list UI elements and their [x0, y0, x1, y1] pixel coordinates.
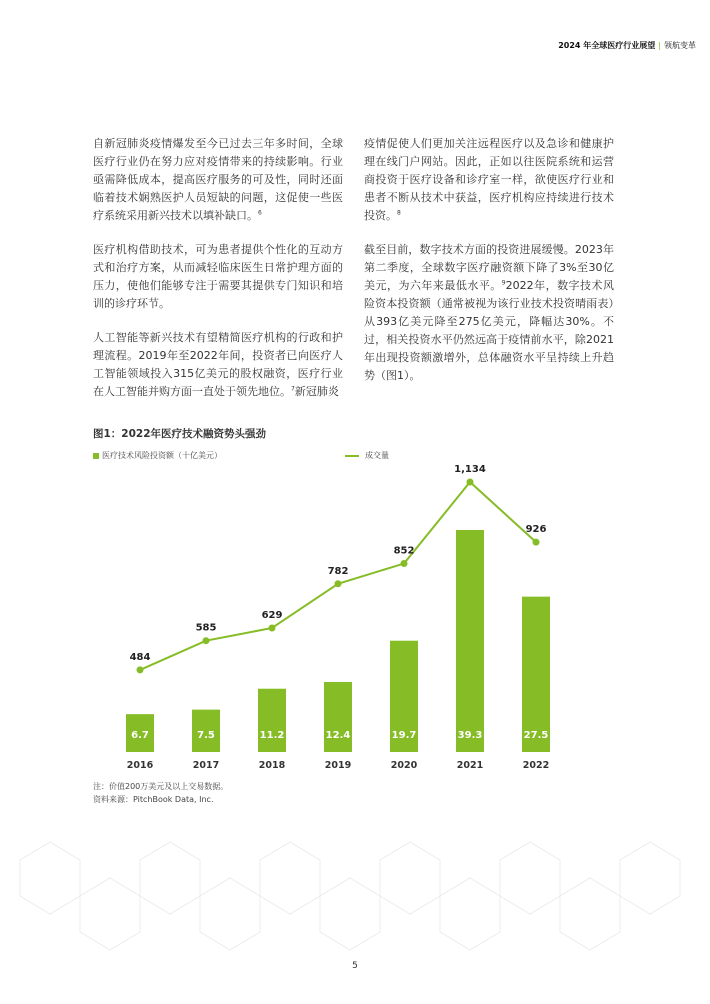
line-value-label: 1,134	[454, 464, 486, 475]
bar-value-label: 7.5	[197, 730, 215, 741]
header-separator: |	[658, 41, 661, 50]
header-title: 2024 年全球医疗行业展望	[558, 41, 656, 50]
paragraph: 医疗机构借助技术，可为患者提供个性化的互动方式和治疗方案，从而减轻临床医生日常护理方面的压力，使他们能够专注于需要其提供专门知识和培训的诊疗环节。	[93, 243, 343, 310]
line-point	[401, 560, 408, 567]
line-value-label: 484	[129, 651, 151, 663]
legend-bar-entry: 医疗技术风险投资额（十亿美元）	[93, 450, 222, 461]
line-point	[203, 637, 210, 644]
x-tick-label: 2021	[456, 760, 484, 771]
chart-title: 图1：2022年医疗技术融资势头强劲	[93, 428, 267, 440]
paragraph: 截至目前，数字技术方面的投资进展缓慢。2023年第二季度，全球数字医疗融资额下降了3%至30亿美元，为六年来最低水平。$^9$2022年，数字技术风险资本投资额（通常被视为该行业技术投资晴雨表）从393亿美元降至275亿美元，降幅达30%。不过，相关投资水平仍然远高于疫情前水平，除2021年出现投资额激增外，总体融资水平呈持续上升趋势（图1）。	[364, 243, 614, 382]
bar-2018	[258, 689, 286, 752]
page-number: 5	[352, 961, 358, 971]
chart-notes	[93, 780, 228, 806]
bar-2019	[324, 682, 352, 752]
line-point	[467, 479, 474, 486]
line-point	[269, 624, 276, 631]
footnote-ref: 8	[397, 209, 401, 217]
bar-2021	[456, 530, 484, 752]
legend-line-entry: 成交量	[345, 450, 389, 461]
bar-value-label: 27.5	[523, 730, 549, 741]
x-tick-label: 2020	[390, 760, 418, 771]
bar-value-label: 39.3	[457, 730, 483, 741]
x-tick-label: 2018	[258, 760, 286, 771]
line-point	[137, 666, 144, 673]
line-value-label: 585	[195, 622, 217, 634]
footnote-ref: 9	[501, 279, 506, 287]
x-tick-label: 2016	[126, 760, 154, 771]
header-subtitle: 领航变革	[664, 41, 696, 50]
bar-value-label: 19.7	[391, 730, 417, 741]
paragraph: 人工智能等新兴技术有望精简医疗机构的行政和护理流程。2019年至2022年间，投资者已向医疗人工智能领域投入315亿美元的股权融资，医疗行业在人工智能并购方面一直处于领先地位。$^7$新冠肺炎	[93, 331, 343, 398]
bar-2022	[522, 597, 550, 752]
chart-source: 资料来源：PitchBook Data, Inc.	[93, 795, 214, 804]
bar-value-label: 11.2	[259, 730, 285, 741]
line-value-label: 926	[525, 524, 547, 536]
line-value-label: 852	[393, 545, 415, 557]
hexagon-background-pattern	[0, 800, 710, 1004]
line-point	[533, 539, 540, 546]
chart-note: 注：价值200万美元及以上交易数据。	[93, 782, 229, 791]
x-tick-label: 2019	[324, 760, 352, 771]
footnote-ref: 6	[258, 209, 262, 217]
line-value-label: 782	[327, 565, 349, 577]
footnote-ref: 7	[291, 385, 295, 393]
bar-value-label: 12.4	[325, 730, 351, 741]
x-tick-label: 2017	[192, 760, 220, 771]
line-value-label: 629	[261, 609, 283, 621]
paragraph: 自新冠肺炎疫情爆发至今已过去三年多时间，全球医疗行业仍在努力应对疫情带来的持续影响。行业亟需降低成本，提高医疗服务的可及性，同时还面临着技术娴熟医护人员短缺的问题，这促使一些医疗系统采用新兴技术以填补缺口。$^6$	[93, 137, 343, 222]
line-point	[335, 580, 342, 587]
x-tick-label: 2022	[522, 760, 550, 771]
bar-value-label: 6.7	[131, 730, 149, 741]
paragraph: 疫情促使人们更加关注远程医疗以及急诊和健康护理在线门户网站。因此，正如以往医院系统和运营商投资于医疗设备和诊疗室一样，欲使医疗行业和患者不断从技术中获益，医疗机构应持续进行技术投资。$^8$	[364, 137, 614, 222]
